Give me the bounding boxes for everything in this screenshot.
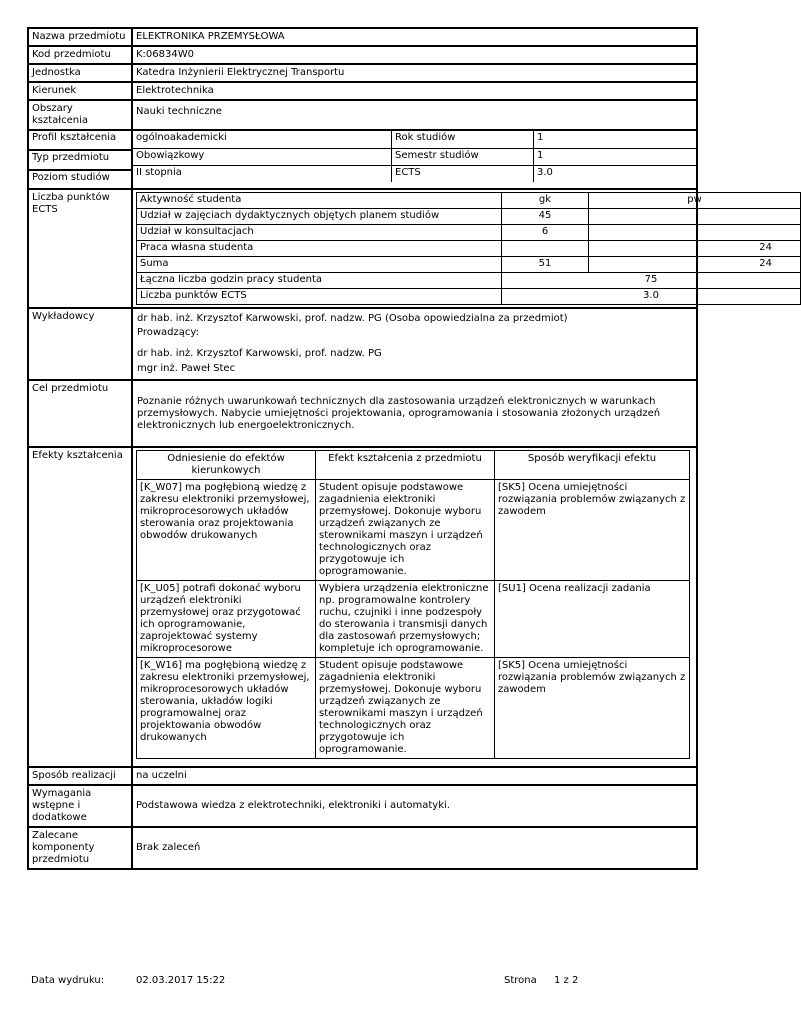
ects-r1-gk: 45 (502, 209, 589, 225)
label-nazwa: Nazwa przedmiotu (28, 28, 132, 46)
value-jednostka: Katedra Inżynierii Elektrycznej Transportu (132, 64, 697, 82)
efekty-cell (132, 447, 697, 767)
print-date-label: Data wydruku: (31, 975, 105, 986)
label-jednostka: Jednostka (28, 64, 132, 82)
label-efekty: Efekty kształcenia (28, 447, 132, 767)
efekty-r2-a: [K_U05] potrafi dokonać wyboru urządzeń elektroniki przemysłowej oraz przygotować ich oprogramowanie, zaprojektować systemy mikroprocesorowe (137, 581, 316, 658)
cel-text: Poznanie różnych uwarunkowań technicznych dla zastosowania urządzeń elektronicznych w warunkach przemysłowych. Nabycie umiejętności projektowania, oprogramowania i stosowania złożonych urządzeń elektronicznych lub energoelektronicznych. (132, 380, 697, 447)
label-ects: ECTS (392, 165, 534, 182)
table-row (137, 480, 690, 581)
label-semestr: Semestr studiów (392, 148, 534, 165)
ects-h-pw: pw (589, 193, 801, 209)
label-block-profil (28, 130, 132, 189)
prowadzacy-heading: Prowadzący: (137, 327, 199, 338)
table-row (137, 658, 690, 759)
value-zalecane: Brak zaleceń (132, 827, 697, 869)
wykladowca-responsible: dr hab. inż. Krzysztof Karwowski, prof. nadzw. PG (Osoba opowiedzialna za przedmiot) (137, 313, 568, 324)
profil-grid-cell (132, 130, 697, 189)
value-ects: 3.0 (534, 165, 697, 182)
ects-r1-pw (589, 209, 801, 225)
label-kod: Kod przedmiotu (28, 46, 132, 64)
obszary-text: Nauki techniczne (136, 106, 222, 117)
efekty-h2: Efekt kształcenia z przedmiotu (316, 451, 495, 480)
label-liczba: Liczba punktów ECTS (28, 189, 132, 308)
value-sposob: na uczelni (132, 767, 697, 785)
ects-hours-table (136, 192, 801, 305)
label-wymagania: Wymagania wstępne i dodatkowe (28, 785, 132, 827)
label-cel: Cel przedmiotu (28, 380, 132, 447)
label-typ: Typ przedmiotu (29, 151, 131, 171)
ects-r5-value: 75 (502, 273, 801, 289)
ects-r3-gk (502, 241, 589, 257)
efekty-r3-a: [K_W16] ma pogłębioną wiedzę z zakresu elektroniki przemysłowej, mikroprocesorowych układów sterowania, układów logiki programowalnej oraz projektowania obwodów drukowanych (137, 658, 316, 759)
efekty-r1-c: [SK5] Ocena umiejętności rozwiązania problemów związanych z zawodem (495, 480, 690, 581)
efekty-r1-a: [K_W07] ma pogłębioną wiedzę z zakresu elektroniki przemysłowej, mikroprocesorowych układów sterowania oraz projektowania obwodów drukowanych (137, 480, 316, 581)
efekty-table (136, 450, 690, 759)
ects-r2-pw (589, 225, 801, 241)
value-kierunek: Elektrotechnika (132, 82, 697, 100)
value-obszary (132, 100, 697, 130)
ects-r6-label: Liczba punktów ECTS (137, 289, 502, 305)
label-profil: Profil kształcenia (29, 131, 131, 151)
page-label: Strona (504, 975, 537, 986)
value-kod: K:06834W0 (132, 46, 697, 64)
syllabus-table (27, 27, 772, 870)
ects-h-gk: gk (502, 193, 589, 209)
ects-hours-cell (132, 189, 772, 308)
ects-r2-label: Udział w konsultacjach (137, 225, 502, 241)
label-wykladowcy: Wykładowcy (28, 308, 132, 380)
value-wymagania: Podstawowa wiedza z elektrotechniki, elektroniki i automatyki. (132, 785, 697, 827)
label-sposob: Sposób realizacji (28, 767, 132, 785)
ects-r4-label: Suma (137, 257, 502, 273)
label-poziom: Poziom studiów (32, 172, 110, 183)
ects-r4-pw: 24 (589, 257, 801, 273)
label-zalecane: Zalecane komponenty przedmiotu (28, 827, 132, 869)
value-poziom: II stopnia (133, 165, 392, 182)
ects-r3-pw: 24 (589, 241, 801, 257)
efekty-r3-b: Student opisuje podstawowe zagadnienia elektroniki przemysłowej. Dokonuje wyboru urządzeń związanych ze sterownikami maszyn i urządzeń technologicznych oraz przygotowuje ich oprogramowanie. (316, 658, 495, 759)
ects-r3-label: Praca własna studenta (137, 241, 502, 257)
label-rok: Rok studiów (392, 131, 534, 148)
ects-r6-value: 3.0 (502, 289, 801, 305)
label-kierunek: Kierunek (28, 82, 132, 100)
value-rok: 1 (534, 131, 697, 148)
ects-r2-gk: 6 (502, 225, 589, 241)
wykladowcy-cell (132, 308, 697, 380)
value-profil: ogólnoakademicki (133, 131, 392, 148)
print-date-value: 02.03.2017 15:22 (136, 975, 226, 986)
value-semestr: 1 (534, 148, 697, 165)
efekty-r2-c: [SU1] Ocena realizacji zadania (495, 581, 690, 658)
table-row (137, 581, 690, 658)
ects-r4-gk: 51 (502, 257, 589, 273)
efekty-r2-b: Wybiera urządzenia elektroniczne np. programowalne kontrolery ruchu, czujniki i inne podzespoły do sterowania i transmisji danych dla zastosowań przemysłowych; kompletuje ich oprogramowanie. (316, 581, 495, 658)
prowadzacy-2: mgr inż. Paweł Stec (137, 363, 236, 374)
efekty-r3-c: [SK5] Ocena umiejętności rozwiązania problemów związanych z zawodem (495, 658, 690, 759)
label-obszary: Obszary kształcenia (28, 100, 132, 130)
efekty-h3: Sposób weryfikacji efektu (495, 451, 690, 480)
ects-r1-label: Udział w zajęciach dydaktycznych objętych planem studiów (137, 209, 502, 225)
value-nazwa: ELEKTRONIKA PRZEMYSŁOWA (132, 28, 697, 46)
value-typ: Obowiązkowy (133, 148, 392, 165)
efekty-r1-b: Student opisuje podstawowe zagadnienia elektroniki przemysłowej. Dokonuje wyboru urządzeń związanych ze sterownikami maszyn i urządzeń technologicznych oraz przygotowuje ich oprogramowanie. (316, 480, 495, 581)
ects-r5-label: Łączna liczba godzin pracy studenta (137, 273, 502, 289)
profil-grid (133, 131, 696, 182)
ects-h-aktywnosc: Aktywność studenta (137, 193, 502, 209)
efekty-h1: Odniesienie do efektów kierunkowych (137, 451, 316, 480)
prowadzacy-1: dr hab. inż. Krzysztof Karwowski, prof. nadzw. PG (137, 348, 382, 359)
page-number: 1 z 2 (554, 975, 579, 986)
syllabus-sheet (27, 27, 772, 870)
